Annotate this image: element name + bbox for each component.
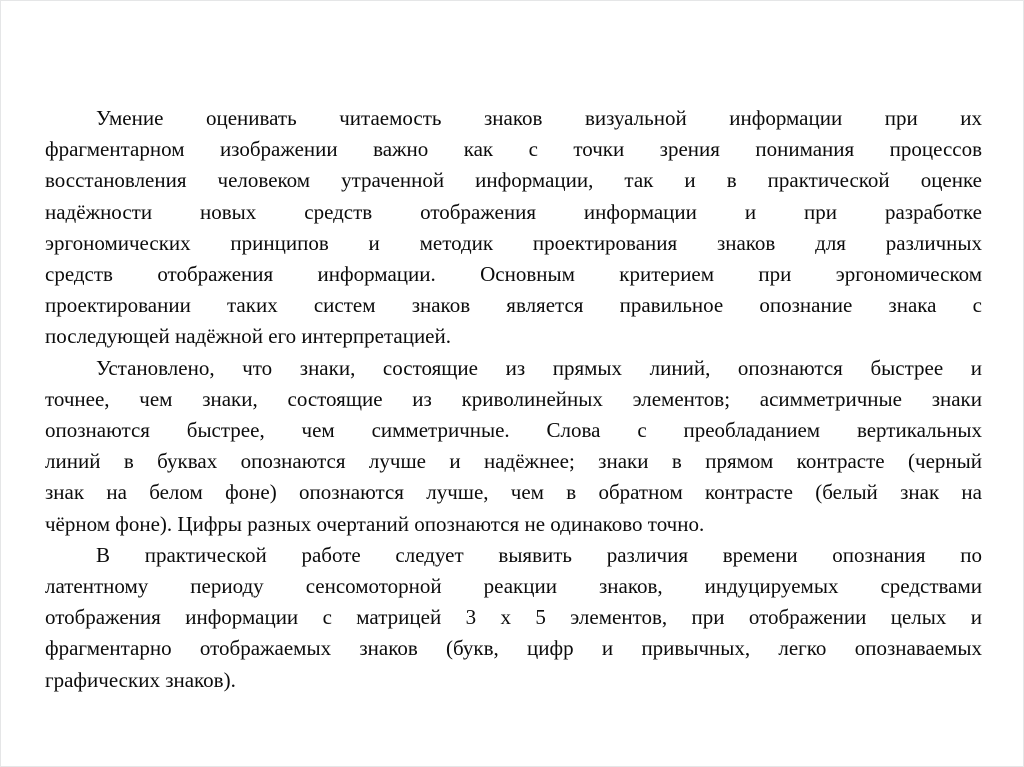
text-line: точнее, чем знаки, состоящие из криволинейных элементов; асимметричные знаки (45, 386, 982, 411)
text-line: проектировании таких систем знаков является правильное опознание знака с (45, 293, 982, 318)
text-line: фрагментарно отображаемых знаков (букв, цифр и привычных, легко опознаваемых (45, 636, 982, 661)
paragraph-3 (45, 540, 982, 696)
body-text (45, 103, 982, 696)
text-line: восстановления человеком утраченной информации, так и в практической оценке (45, 168, 982, 193)
text-line: эргономических принципов и методик проектирования знаков для различных (45, 230, 982, 255)
text-line: графических знаков). (45, 667, 236, 692)
text-line: В практической работе следует выявить различия времени опознания по (96, 542, 982, 567)
text-line: средств отображения информации. Основным критерием при эргономическом (45, 262, 982, 287)
text-line: латентному периоду сенсомоторной реакции знаков, индуцируемых средствами (45, 574, 982, 599)
text-line: линий в буквах опознаются лучше и надёжнее; знаки в прямом контрасте (черный (45, 449, 982, 474)
text-line: знак на белом фоне) опознаются лучше, чем в обратном контрасте (белый знак на (45, 480, 982, 505)
text-line: Установлено, что знаки, состоящие из прямых линий, опознаются быстрее и (96, 355, 982, 380)
text-line: надёжности новых средств отображения информации и при разработке (45, 199, 982, 224)
paragraph-2 (45, 353, 982, 540)
paragraph-1 (45, 103, 982, 353)
text-line: Умение оценивать читаемость знаков визуальной информации при их (96, 106, 982, 130)
text-line: чёрном фоне). Цифры разных очертаний опознаются не одинаково точно. (45, 511, 705, 536)
text-line: опознаются быстрее, чем симметричные. Слова с преобладанием вертикальных (45, 418, 982, 443)
text-line: последующей надёжной его интерпретацией. (45, 324, 451, 349)
text-line: фрагментарном изображении важно как с точки зрения понимания процессов (45, 137, 982, 162)
text-line: отображения информации с матрицей 3 х 5 элементов, при отображении целых и (45, 605, 982, 630)
